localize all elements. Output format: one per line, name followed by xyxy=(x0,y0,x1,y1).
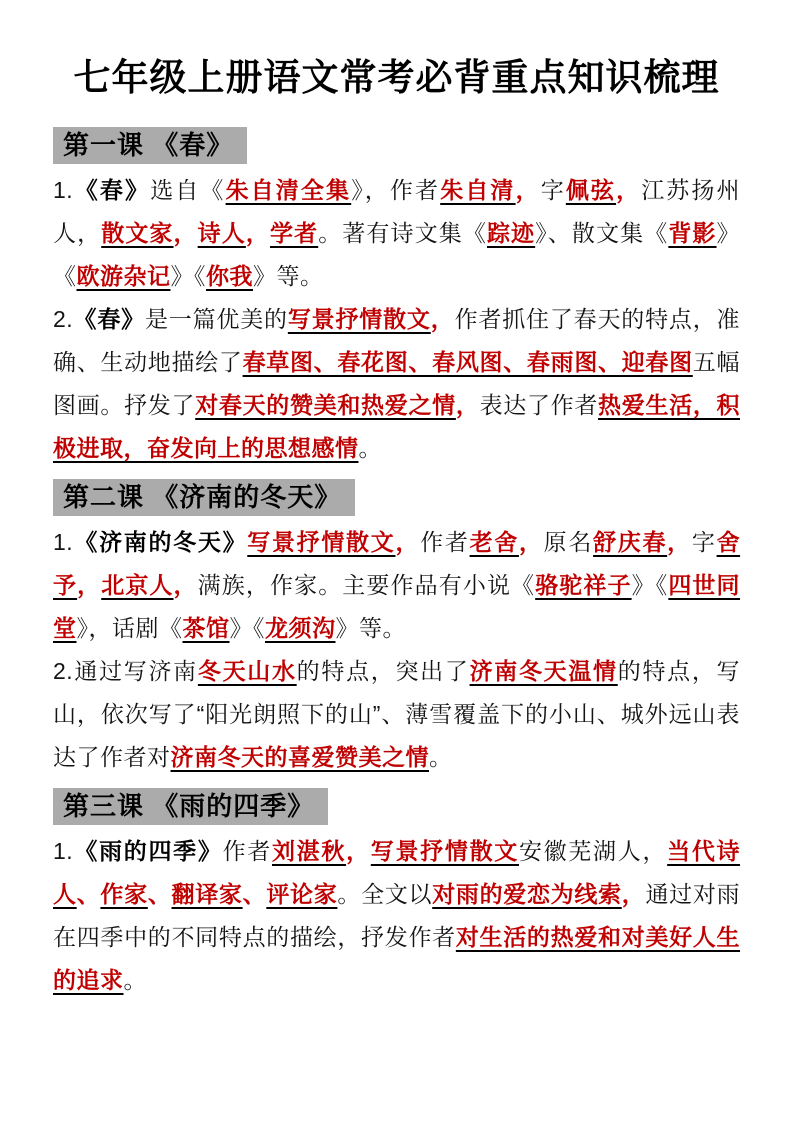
text-run: 、 xyxy=(147,881,172,907)
text-run: ， xyxy=(515,177,541,203)
text-run: 评论家 xyxy=(266,881,338,907)
text-run: 写景抒情散文 xyxy=(370,838,519,864)
text-run: 四世同堂 xyxy=(53,572,741,641)
text-run: 的特点，突出了 xyxy=(296,658,470,684)
text-run: 、 xyxy=(76,881,101,907)
text-run: 散文家 xyxy=(101,220,174,246)
text-run: 选自《 xyxy=(150,177,226,203)
text-run: 《济南的冬天》 xyxy=(73,529,248,555)
text-run: 1. xyxy=(53,529,74,555)
text-run: 1. xyxy=(53,838,74,864)
text-run: 江苏扬州人， xyxy=(53,177,741,246)
text-run: 对雨的爱恋为线索 xyxy=(432,881,622,907)
text-run: 你我 xyxy=(206,263,253,289)
text-run: 冬天山水 xyxy=(197,658,297,684)
text-run: 五幅图画。抒发了 xyxy=(53,349,741,418)
text-run: 《春》 xyxy=(73,306,145,332)
text-run: 《雨的四季》 xyxy=(73,838,223,864)
text-run: 》等。 xyxy=(335,615,406,641)
paragraph xyxy=(53,650,740,779)
text-run: 春草图、春花图、春风图、春雨图、迎春图 xyxy=(242,349,693,375)
text-run: 佩弦 xyxy=(565,177,617,203)
text-run: 字 xyxy=(540,177,566,203)
text-run: 、 xyxy=(242,881,267,907)
text-run: 作者抓住了春天的特点，准确、生动地描绘了 xyxy=(53,306,741,375)
text-run: 。著有诗文集《 xyxy=(318,220,487,246)
text-run: 济南冬天的喜爱赞美之情 xyxy=(170,744,429,770)
page-title: 七年级上册语文常考必背重点知识梳理 xyxy=(73,57,720,98)
text-run: 踪迹 xyxy=(486,220,536,246)
text-run: 作家 xyxy=(100,881,148,907)
text-run: 是一篇优美的 xyxy=(144,306,288,332)
text-run: 《春》 xyxy=(73,177,151,203)
text-run: 写景抒情散文 xyxy=(247,529,396,555)
text-run: ， xyxy=(395,529,421,555)
text-run: 对生活的热爱和对美好人生的追求 xyxy=(53,924,741,993)
text-run: 欧游杂记 xyxy=(76,263,171,289)
text-run: 背影 xyxy=(668,220,717,246)
text-run: 》《 xyxy=(170,263,206,289)
text-run: 通过对雨在四季中的不同特点的描绘，抒发作者 xyxy=(53,881,741,950)
text-run: ， xyxy=(173,572,198,598)
text-run: 》等。 xyxy=(253,263,324,289)
text-run: 作者 xyxy=(420,529,470,555)
document-body xyxy=(53,118,740,1002)
text-run: ， xyxy=(616,177,642,203)
text-run: 对春天的赞美和热爱之情 xyxy=(195,392,456,418)
section-header-row xyxy=(53,470,740,521)
text-run: 作者 xyxy=(222,838,272,864)
section-header: 第二课 《济南的冬天》 xyxy=(53,479,355,516)
section-header-row xyxy=(53,118,740,169)
text-run: ， xyxy=(621,881,646,907)
text-run: 满族，作家。主要作品有小说《 xyxy=(197,572,536,598)
text-run: 诗人 xyxy=(197,220,246,246)
text-run: 字 xyxy=(691,529,717,555)
text-run: 写景抒情散文 xyxy=(287,306,431,332)
text-run: ， xyxy=(455,392,480,418)
text-run: 》、散文集《 xyxy=(535,220,669,246)
text-run: 》，话剧《 xyxy=(76,615,183,641)
paragraph xyxy=(53,169,740,298)
lesson-section xyxy=(53,118,740,470)
lesson-section xyxy=(53,470,740,779)
text-run: 原名 xyxy=(543,529,594,555)
section-header: 第一课 《春》 xyxy=(53,127,247,164)
paragraph xyxy=(53,298,740,470)
text-run: 》，作者 xyxy=(351,177,441,203)
text-run: 》《 xyxy=(229,615,265,641)
text-run: 济南冬天温情 xyxy=(469,658,618,684)
section-header-row xyxy=(53,779,740,830)
section-header: 第三课 《雨的四季》 xyxy=(53,788,328,825)
text-run: 表达了作者 xyxy=(479,392,599,418)
text-run: ， xyxy=(245,220,270,246)
text-run: 2. xyxy=(53,306,74,332)
text-run: 老舍 xyxy=(469,529,519,555)
text-run: 刘湛秋 xyxy=(271,838,347,864)
text-run: 》《 xyxy=(631,572,669,598)
text-run: 。全文以 xyxy=(337,881,433,907)
text-run: 。 xyxy=(358,435,382,461)
paragraph xyxy=(53,830,740,1002)
text-run: ， xyxy=(173,220,198,246)
text-run: 骆驼祥子 xyxy=(535,572,632,598)
text-run: 1. xyxy=(53,177,74,203)
text-run: 当代诗人 xyxy=(53,838,741,907)
text-run: 的特点，写山，依次写了“阳光朗照下的山”、薄雪覆盖下的小山、城外远山表达了作者对 xyxy=(53,658,741,770)
text-run: 热爱生活，积极进取，奋发向上的思想感情 xyxy=(53,392,741,461)
text-run: 。 xyxy=(123,967,147,993)
text-run: ， xyxy=(346,838,371,864)
text-run: 。 xyxy=(429,744,453,770)
text-run: 朱自清全集 xyxy=(225,177,352,203)
text-run: 2.通过写济南 xyxy=(53,658,198,684)
text-run: ， xyxy=(430,306,455,332)
text-run: 龙须沟 xyxy=(265,615,336,641)
text-run: 茶馆 xyxy=(182,615,230,641)
text-run: 》《 xyxy=(53,220,741,289)
lesson-section xyxy=(53,779,740,1002)
text-run: 舒庆春 xyxy=(593,529,668,555)
text-run: 舍予 xyxy=(53,529,741,598)
text-run: 安徽芜湖人， xyxy=(518,838,668,864)
text-run: ， xyxy=(518,529,544,555)
text-run: 北京人 xyxy=(101,572,174,598)
text-run: 朱自清 xyxy=(440,177,516,203)
text-run: ， xyxy=(77,572,102,598)
text-run: ， xyxy=(667,529,692,555)
text-run: 翻译家 xyxy=(171,881,243,907)
text-run: 学者 xyxy=(269,220,319,246)
paragraph xyxy=(53,521,740,650)
